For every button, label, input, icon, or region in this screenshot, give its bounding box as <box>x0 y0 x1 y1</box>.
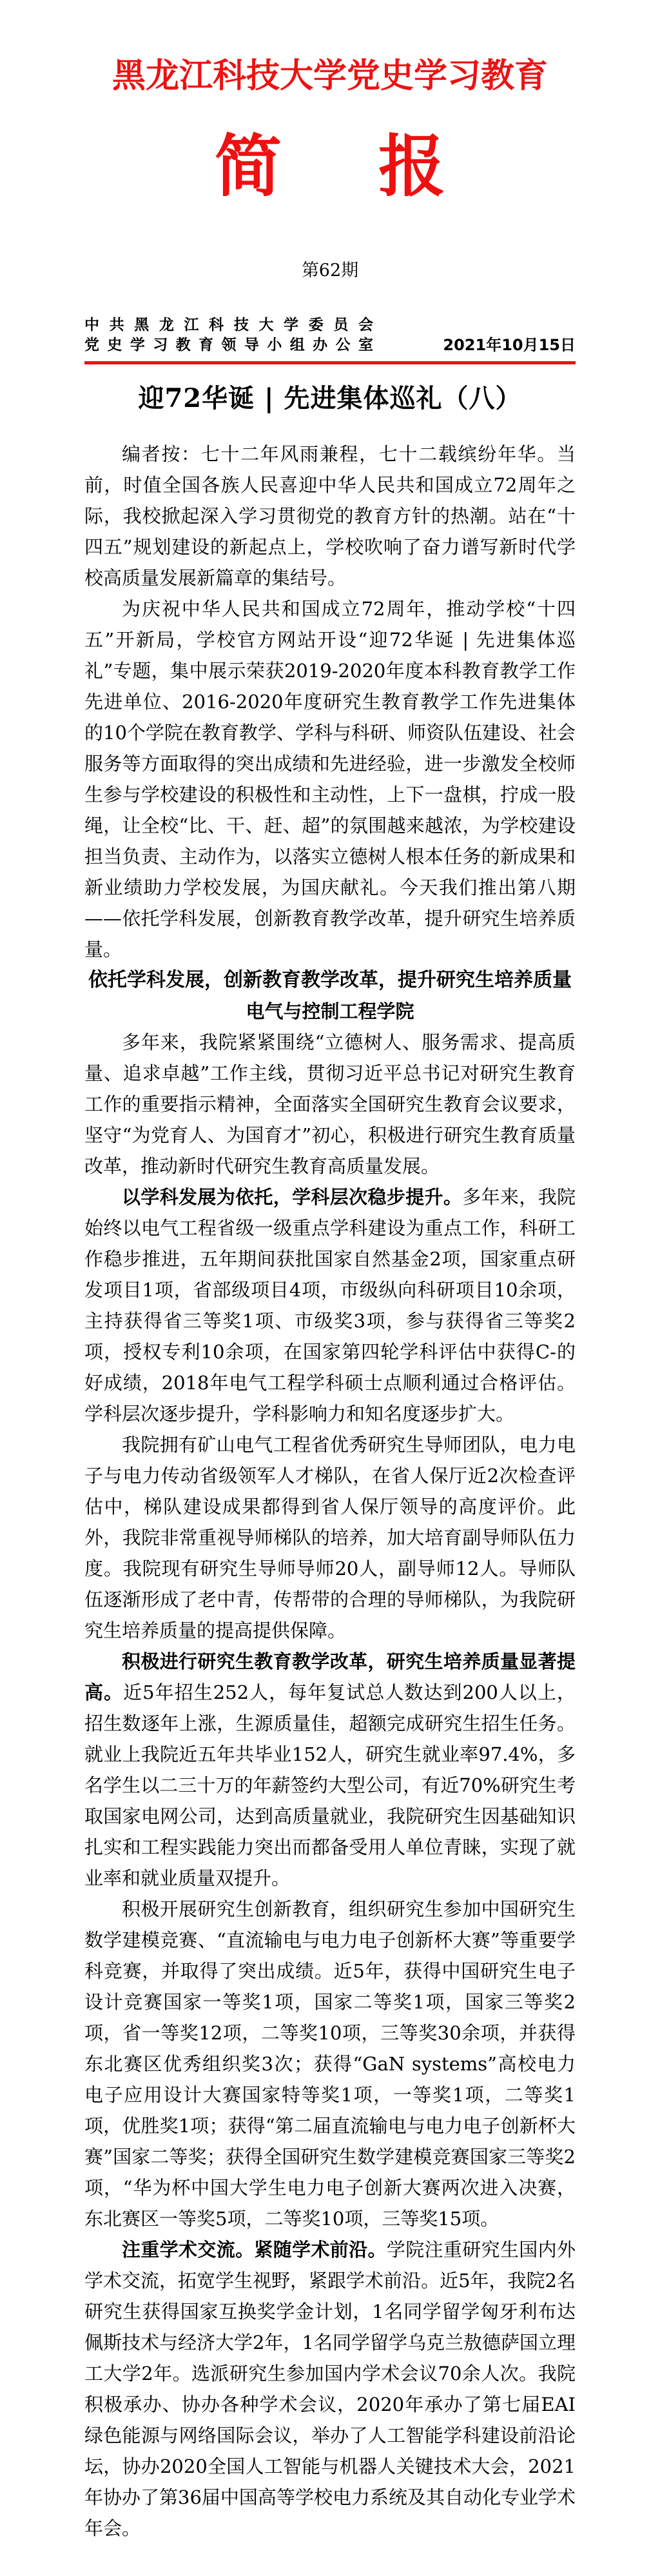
masthead-brief <box>0 127 660 206</box>
paragraph-bold-lead: 积极进行研究生教育教学改革，研究生培养质量显著提高。 <box>84 1650 576 1703</box>
intro-paragraph <box>84 593 576 965</box>
paragraph-text: 为庆祝中华人民共和国成立72周年，推动学校“十四五”开新局，学校官方网站开设“迎72华诞 | 先进集体巡礼”专题，集中展示荣获2019-2020年度本科教育教学工作先进单位、2016-2020年度研究生教育教学工作先进集体的10个学院在教育教学、学科与科研、师资队伍建设、社会服务等方面取得的突出成绩和先进经验，进一步激发全校师生参与学校建设的积极性和主动性，上下一盘棋，拧成一股绳，让全校“比、干、赶、超”的氛围越来越浓，为学校建设担当负责、主动作为，以落实立德树人根本任务的新成果和新业绩助力学校发展，为国庆献礼。今天我们推出第八期——依托学科发展，创新教育教学改革，提升研究生培养质量。 <box>84 598 576 960</box>
paragraph-text: 积极开展研究生创新教育，组织研究生参加中国研究生数学建模竞赛、“直流输电与电力电子创新杯大赛”等重要学科竞赛，并取得了突出成绩。近5年，获得中国研究生电子设计竞赛国家一等奖1项，国家二等奖1项，国家三等奖2项，省一等奖12项，二等奖10项，三等奖30余项，并获得东北赛区优秀组织奖3次；获得“GaN systems”高校电力电子应用设计大赛国家特等奖1项，一等奖1项，二等奖1项，优胜奖1项；获得“第二届直流输电与电力电子创新杯大赛”国家二等奖；获得全国研究生数学建模竞赛国家三等奖2项，“华为杯中国大学生电力电子创新大赛两次进入决赛，东北赛区一等奖5项，二等奖10项，三等奖15项。 <box>84 1898 576 2230</box>
innovation-education-paragraph <box>84 1894 576 2234</box>
org-line-2: 党史学习教育领导小组办公室 <box>84 337 373 353</box>
overview-paragraph <box>84 1027 576 1182</box>
paragraph-text: 近5年招生252人，每年复试总人数达到200人以上，招生数逐年上涨，生源质量佳，超额完成研究生招生任务。就业上我院近五年共毕业152人，研究生就业率97.4%，多名学生以二三十万的年薪签约大型公司，有近70%研究生考取国家电网公司，达到高质量就业，我院研究生因基础知识扎实和工程实践能力突出而都备受用人单位青睐，实现了就业率和就业质量双提升。 <box>84 1681 576 1889</box>
article <box>0 384 660 2544</box>
org-line-1: 中共黑龙江科技大学委员会 <box>84 317 373 333</box>
paragraph-text: 学院注重研究生国内外学术交流，拓宽学生视野，紧跟学术前沿。近5年，我院2名研究生获得国家互换奖学金计划，1名同学留学匈牙利布达佩斯技术与经济大学2年，1名同学留学乌克兰敖德萨国立理工大学2年。选派研究生参加国内学术会议70余人次。我院积极承办、协办各种学术会议，2020年承办了第七届EAI绿色能源与网络国际会议，举办了人工智能学科建设前沿论坛，协办2020全国人工智能与机器人关键技术大会，2021年协办了第36届中国高等学校电力系统及其自动化专业学术年会。 <box>84 2239 576 2539</box>
editor-note-paragraph <box>84 439 576 593</box>
section-heading: 依托学科发展，创新教育教学改革，提升研究生培养质量 <box>88 969 572 991</box>
publish-date: 2021年10月15日 <box>443 336 576 354</box>
masthead-title: 黑龙江科技大学党史学习教育 <box>112 57 548 95</box>
brief-char-2: 报 <box>378 127 446 206</box>
paragraph-bold-lead: 以学科发展为依托，学科层次稳步提升。 <box>122 1186 463 1208</box>
education-reform-paragraph <box>84 1646 576 1894</box>
paragraph-bold-lead: 注重学术交流。紧随学术前沿。 <box>122 2239 387 2261</box>
masthead <box>0 58 660 364</box>
issue-number: 第62期 <box>301 261 359 281</box>
discipline-paragraph <box>84 1182 576 1429</box>
paragraph-text: 编者按：七十二年风雨兼程，七十二载缤纷年华。当前，时值全国各族人民喜迎中华人民共和国成立72周年之际，我校掀起深入学习贯彻党的教育方针的热潮。站在“十四五”规划建设的新起点上，学校吹响了奋力谱写新时代学校高质量发展新篇章的集结号。 <box>84 443 576 589</box>
supervisor-team-paragraph <box>84 1429 576 1646</box>
article-body <box>84 439 576 2544</box>
article-title: 迎72华诞 | 先进集体巡礼（八） <box>138 383 522 413</box>
college-name: 电气与控制工程学院 <box>246 1000 414 1022</box>
academic-exchange-paragraph <box>84 2234 576 2544</box>
publisher-org <box>84 315 373 355</box>
masthead-divider <box>84 361 576 364</box>
paragraph-text: 多年来，我院紧紧围绕“立德树人、服务需求、提高质量、追求卓越”工作主线，贯彻习近平总书记对研究生教育工作的重要指示精神，全面落实全国研究生教育会议要求，坚守“为党育人、为国育才”初心，积极进行研究生教育质量改革，推动新时代研究生教育高质量发展。 <box>84 1031 576 1177</box>
paragraph-text: 我院拥有矿山电气工程省优秀研究生导师团队，电力电子与电力传动省级领军人才梯队，在省人保厅近2次检查评估中，梯队建设成果都得到省人保厅领导的高度评价。此外，我院非常重视导师梯队的培养，加大培育副导师队伍力度。我院现有研究生导师导师20人，副导师12人。导师队伍逐渐形成了老中青，传帮带的合理的导师梯队，为我院研究生培养质量的提高提供保障。 <box>84 1434 576 1641</box>
brief-char-1: 简 <box>214 127 282 206</box>
paragraph-text: 多年来，我院始终以电气工程省级一级重点学科建设为重点工作，科研工作稳步推进，五年期间获批国家自然基金2项，国家重点研发项目1项，省部级项目4项，市级纵向科研项目10余项，主持获得省三等奖1项、市级奖3项，参与获得省三等奖2项，授权专利10余项，在国家第四轮学科评估中获得C-的好成绩，2018年电气工程学科硕士点顺利通过合格评估。学科层次逐步提升，学科影响力和知名度逐步扩大。 <box>84 1186 576 1425</box>
publisher-row <box>84 315 576 355</box>
